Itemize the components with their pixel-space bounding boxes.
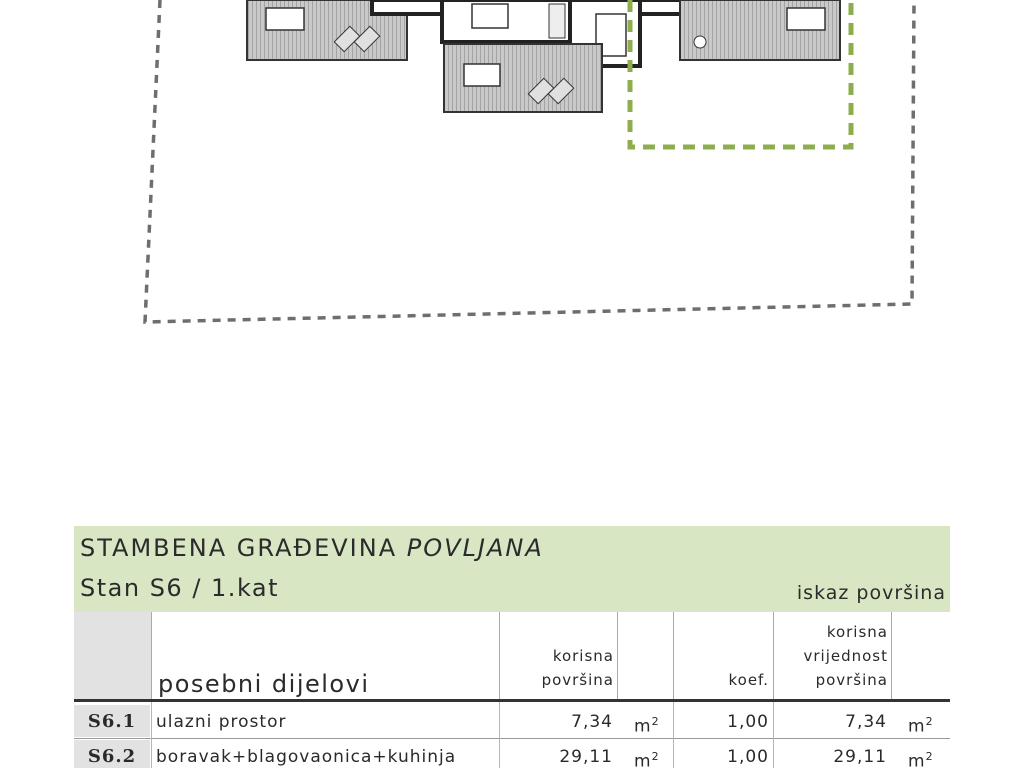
header-area-line2: površina <box>541 671 614 689</box>
col-divider <box>673 702 674 768</box>
row-area-unit: $m^2$ <box>634 750 660 768</box>
terrace-bottom <box>444 44 602 112</box>
table-row <box>74 740 950 768</box>
header-value-line1: korisna <box>826 623 888 641</box>
row-area-unit: $m^2$ <box>634 715 660 737</box>
col-divider <box>499 702 500 768</box>
building-title: STAMBENA GRAĐEVINA POVLJANA <box>80 534 544 562</box>
header-rule <box>74 699 950 702</box>
row-value-unit: $m^2$ <box>908 750 934 768</box>
header-coef-label: koef. <box>728 671 769 689</box>
row-area: 7,34 <box>571 712 613 732</box>
row-name: boravak+blagovaonica+kuhinja <box>156 747 457 767</box>
header-area-line1: korisna <box>552 647 614 665</box>
header-parts-cell <box>151 612 499 700</box>
header-area-cell <box>499 612 617 700</box>
row-value: 29,11 <box>833 747 887 767</box>
col-divider <box>773 702 774 768</box>
area-table <box>74 526 950 768</box>
row-value-unit: $m^2$ <box>908 715 934 737</box>
col-divider <box>151 702 152 768</box>
row-coef: 1,00 <box>727 747 769 767</box>
header-area-unit-cell <box>617 612 673 700</box>
title-band <box>74 526 950 612</box>
header-parts-label: posebni dijelovi <box>158 670 370 698</box>
row-coef: 1,00 <box>727 712 769 732</box>
row-code: S6.1 <box>74 705 150 737</box>
row-divider <box>74 738 950 739</box>
terrace-right <box>680 0 840 60</box>
area-statement-label: iskaz površina <box>796 582 946 604</box>
header-value-cell <box>773 612 891 700</box>
row-name: ulazni prostor <box>156 712 287 732</box>
row-area: 29,11 <box>559 747 613 767</box>
row-code: S6.2 <box>74 740 150 768</box>
table-row <box>74 705 950 737</box>
row-value: 7,34 <box>845 712 887 732</box>
header-value-line2: vrijednost <box>803 647 888 665</box>
header-code-cell <box>74 612 151 700</box>
header-coef-cell <box>673 612 773 700</box>
header-value-line3: površina <box>815 671 888 689</box>
unit-title: Stan S6 / 1.kat <box>80 574 280 602</box>
header-value-unit-cell <box>891 612 950 700</box>
